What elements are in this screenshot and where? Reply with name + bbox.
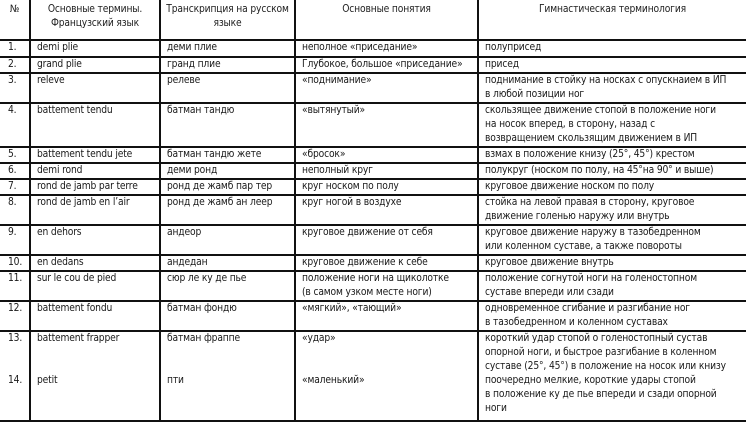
table-row xyxy=(0,103,746,147)
gymnastic-term: стойка на левой правая в сторону, круговое движение голенью наружу или внутрь xyxy=(478,195,746,225)
row-number: 4. xyxy=(0,103,30,147)
gymnastic-term: присед xyxy=(478,57,746,73)
french-term: battement tendu xyxy=(30,103,160,147)
french-term: sur le cou de pied xyxy=(30,271,160,301)
french-term: en dehors xyxy=(30,225,160,255)
row-number: 11. xyxy=(0,271,30,301)
transcription: релеве xyxy=(160,73,295,103)
header-gymnastic-terminology: Гимнастическая терминология xyxy=(478,0,746,40)
row-number: 8. xyxy=(0,195,30,225)
french-term: rond de jamb en l’air xyxy=(30,195,160,225)
gymnastic-term: круговое движение наружу в тазобедренном или коленном суставе, а также повороты xyxy=(478,225,746,255)
gymnastic-term: скользящее движение стопой в положение ноги на носок вперед, в сторону, назад с возвращением скользящим движением в ИП xyxy=(478,103,746,147)
gymnastic-term: круговое движение внутрь xyxy=(478,255,746,271)
concept: неполный круг xyxy=(295,163,478,179)
row-number: 10. xyxy=(0,255,30,271)
gymnastic-term: положение согнутой ноги на голеностопном суставе впереди или сзади xyxy=(478,271,746,301)
table-header xyxy=(0,0,746,40)
table-row xyxy=(0,73,746,103)
table-body xyxy=(0,40,746,421)
table-row-merged xyxy=(0,331,746,421)
concept: «бросок» xyxy=(295,147,478,163)
gymnastic-term: круговое движение носком по полу xyxy=(478,179,746,195)
header-french-terms: Основные термины. Французский язык xyxy=(30,0,160,40)
concept: круговое движение к себе xyxy=(295,255,478,271)
table-row xyxy=(0,195,746,225)
transcription: андеор xyxy=(160,225,295,255)
concept: «вытянутый» xyxy=(295,103,478,147)
table-row xyxy=(0,255,746,271)
french-term: rond de jamb par terre xyxy=(30,179,160,195)
transcription: батман фраппе пти xyxy=(160,331,295,421)
table-row xyxy=(0,57,746,73)
row-number: 5. xyxy=(0,147,30,163)
transcription: батман тандю xyxy=(160,103,295,147)
transcription: ронд де жамб ан леер xyxy=(160,195,295,225)
row-number: 12. xyxy=(0,301,30,331)
transcription: сюр ле ку де пье xyxy=(160,271,295,301)
gymnastic-term: одновременное сгибание и разгибание ног в тазобедренном и коленном суставах xyxy=(478,301,746,331)
transcription: батман фондю xyxy=(160,301,295,331)
concept: круг носком по полу xyxy=(295,179,478,195)
french-term: releve xyxy=(30,73,160,103)
concept: положение ноги на щиколотке (в самом узком месте ноги) xyxy=(295,271,478,301)
concept: «мягкий», «тающий» xyxy=(295,301,478,331)
row-number: 13. 14. xyxy=(0,331,30,421)
row-number: 7. xyxy=(0,179,30,195)
french-term: demi plie xyxy=(30,40,160,57)
concept: «поднимание» xyxy=(295,73,478,103)
table-row xyxy=(0,271,746,301)
french-term: grand plie xyxy=(30,57,160,73)
row-number: 1. xyxy=(0,40,30,57)
header-concepts: Основные понятия xyxy=(295,0,478,40)
concept: Глубокое, большое «приседание» xyxy=(295,57,478,73)
gymnastic-term: полуприсед xyxy=(478,40,746,57)
transcription: деми ронд xyxy=(160,163,295,179)
concept: «удар» «маленький» xyxy=(295,331,478,421)
concept: неполное «приседание» xyxy=(295,40,478,57)
gymnastic-term: поднимание в стойку на носках с опускнаием в ИП в любой позиции ног xyxy=(478,73,746,103)
gymnastic-term: полукруг (носком по полу, на 45°на 90° и выше) xyxy=(478,163,746,179)
gymnastic-term: короткий удар стопой о голеностопный сустав опорной ноги, и быстрое разгибание в коленном суставе (25°, 45°) в положение на носок или книзу поочередно мелкие, короткие удары стопой в положение ку де пье впереди и сзади опорной ноги xyxy=(478,331,746,421)
header-transcription: Транскрипция на русском языке xyxy=(160,0,295,40)
row-number: 2. xyxy=(0,57,30,73)
transcription: батман тандю жете xyxy=(160,147,295,163)
row-number: 3. xyxy=(0,73,30,103)
concept: круговое движение от себя xyxy=(295,225,478,255)
concept: круг ногой в воздухе xyxy=(295,195,478,225)
header-number: № xyxy=(9,4,20,15)
table-row xyxy=(0,301,746,331)
table-row xyxy=(0,147,746,163)
table-row xyxy=(0,40,746,57)
table-row xyxy=(0,163,746,179)
table-row xyxy=(0,225,746,255)
french-term: en dedans xyxy=(30,255,160,271)
french-term: battement frapper petit xyxy=(30,331,160,421)
gymnastic-term: взмах в положение книзу (25°, 45°) крестом xyxy=(478,147,746,163)
transcription: андедан xyxy=(160,255,295,271)
transcription: деми плие xyxy=(160,40,295,57)
french-term: demi rond xyxy=(30,163,160,179)
row-number: 6. xyxy=(0,163,30,179)
transcription: ронд де жамб пар тер xyxy=(160,179,295,195)
french-term: battement fondu xyxy=(30,301,160,331)
row-number: 9. xyxy=(0,225,30,255)
table-row xyxy=(0,179,746,195)
transcription: гранд плие xyxy=(160,57,295,73)
french-term: battement tendu jete xyxy=(30,147,160,163)
